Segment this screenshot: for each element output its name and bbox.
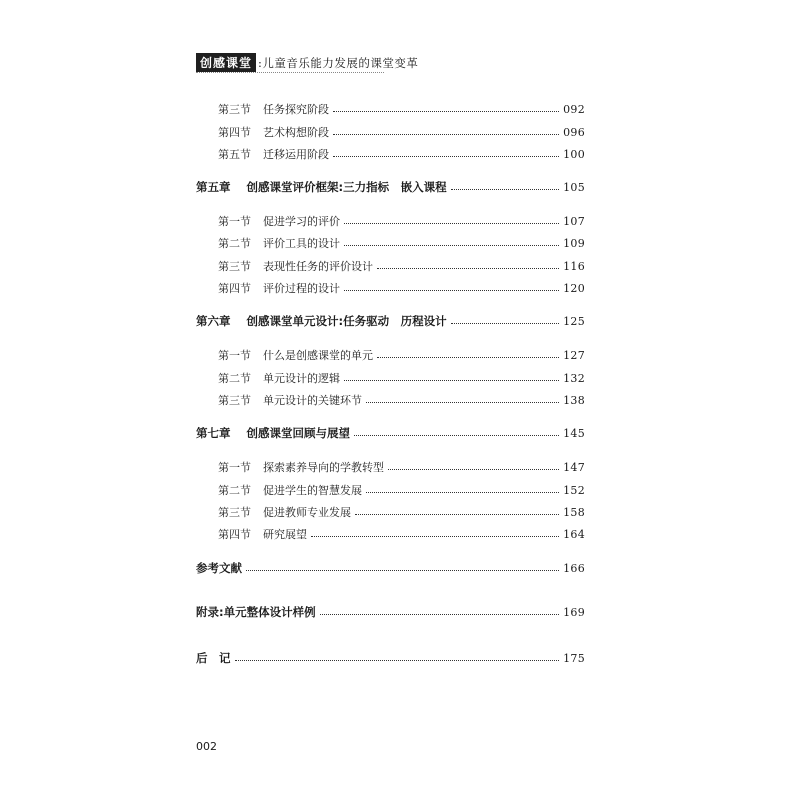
toc-chapter[interactable] bbox=[196, 179, 585, 195]
chapter-number: 第七章 bbox=[196, 426, 231, 440]
entry-number: 第三节 bbox=[218, 394, 251, 407]
entry-page: 107 bbox=[563, 215, 585, 228]
entry-page: 147 bbox=[563, 461, 585, 474]
toc-chapter[interactable] bbox=[196, 650, 585, 666]
toc-chapter[interactable] bbox=[196, 313, 585, 329]
dot-leader bbox=[366, 492, 559, 493]
entry-number: 第三节 bbox=[218, 103, 251, 116]
toc-entry[interactable] bbox=[218, 370, 585, 386]
toc-entry[interactable] bbox=[218, 459, 585, 475]
entry-title: 促进教师专业发展 bbox=[263, 506, 351, 519]
book-subtitle: :儿童音乐能力发展的课堂变革 bbox=[258, 55, 419, 70]
dot-leader bbox=[311, 536, 559, 537]
dot-leader bbox=[451, 323, 559, 324]
toc-chapter[interactable] bbox=[196, 560, 585, 576]
entry-page: 152 bbox=[563, 484, 585, 497]
chapter-page: 105 bbox=[563, 181, 585, 194]
dot-leader bbox=[344, 245, 559, 246]
dot-leader bbox=[235, 660, 560, 661]
dot-leader bbox=[344, 380, 559, 381]
entry-page: 127 bbox=[563, 349, 585, 362]
entry-number: 第一节 bbox=[218, 349, 251, 362]
toc-entry[interactable] bbox=[218, 482, 585, 498]
entry-title: 什么是创感课堂的单元 bbox=[263, 349, 373, 362]
page-number: 002 bbox=[196, 740, 217, 753]
entry-page: 132 bbox=[563, 372, 585, 385]
toc-entry[interactable] bbox=[218, 146, 585, 162]
entry-title: 表现性任务的评价设计 bbox=[263, 260, 373, 273]
entry-number: 第四节 bbox=[218, 282, 251, 295]
toc-entry[interactable] bbox=[218, 504, 585, 520]
entry-number: 第三节 bbox=[218, 506, 251, 519]
toc-entry[interactable] bbox=[218, 347, 585, 363]
toc-chapter[interactable] bbox=[196, 604, 585, 620]
toc-entry[interactable] bbox=[218, 213, 585, 229]
chapter-page: 175 bbox=[563, 652, 585, 665]
dot-leader bbox=[388, 469, 559, 470]
entry-number: 第三节 bbox=[218, 260, 251, 273]
toc-entry[interactable] bbox=[218, 101, 585, 117]
toc-entry[interactable] bbox=[218, 280, 585, 296]
entry-title: 研究展望 bbox=[263, 528, 307, 541]
dot-leader bbox=[333, 111, 559, 112]
entry-page: 100 bbox=[563, 148, 585, 161]
dot-leader bbox=[333, 156, 559, 157]
dot-leader bbox=[451, 189, 559, 190]
entry-number: 第二节 bbox=[218, 372, 251, 385]
entry-page: 092 bbox=[563, 103, 585, 116]
chapter-page: 169 bbox=[563, 606, 585, 619]
entry-title: 单元设计的关键环节 bbox=[263, 394, 362, 407]
entry-page: 116 bbox=[563, 260, 585, 273]
entry-number: 第二节 bbox=[218, 237, 251, 250]
toc-entry[interactable] bbox=[218, 124, 585, 140]
dot-leader bbox=[344, 223, 559, 224]
toc-entry[interactable] bbox=[218, 258, 585, 274]
entry-number: 第四节 bbox=[218, 126, 251, 139]
dot-leader bbox=[333, 134, 559, 135]
entry-title: 评价工具的设计 bbox=[263, 237, 340, 250]
toc-entry[interactable] bbox=[218, 526, 585, 542]
entry-number: 第二节 bbox=[218, 484, 251, 497]
entry-page: 120 bbox=[563, 282, 585, 295]
dot-leader bbox=[366, 402, 559, 403]
chapter-title: 参考文献 bbox=[196, 561, 242, 575]
entry-page: 138 bbox=[563, 394, 585, 407]
chapter-number: 第六章 bbox=[196, 314, 231, 328]
entry-title: 任务探究阶段 bbox=[263, 103, 329, 116]
chapter-title: 创感课堂回顾与展望 bbox=[246, 426, 350, 440]
entry-title: 促进学习的评价 bbox=[263, 215, 340, 228]
entry-number: 第四节 bbox=[218, 528, 251, 541]
toc-entry[interactable] bbox=[218, 392, 585, 408]
toc-entry[interactable] bbox=[218, 235, 585, 251]
entry-page: 109 bbox=[563, 237, 585, 250]
chapter-title: 创感课堂单元设计:任务驱动 历程设计 bbox=[246, 314, 447, 328]
entry-number: 第一节 bbox=[218, 461, 251, 474]
dot-leader bbox=[355, 514, 559, 515]
chapter-page: 145 bbox=[563, 427, 585, 440]
entry-title: 迁移运用阶段 bbox=[263, 148, 329, 161]
dot-leader bbox=[377, 268, 559, 269]
entry-number: 第五节 bbox=[218, 148, 251, 161]
entry-number: 第一节 bbox=[218, 215, 251, 228]
chapter-number: 第五章 bbox=[196, 180, 231, 194]
dot-leader bbox=[377, 357, 559, 358]
toc-chapter[interactable] bbox=[196, 425, 585, 441]
chapter-page: 166 bbox=[563, 562, 585, 575]
entry-title: 艺术构想阶段 bbox=[263, 126, 329, 139]
chapter-title: 创感课堂评价框架:三力指标 嵌入课程 bbox=[246, 180, 447, 194]
entry-page: 158 bbox=[563, 506, 585, 519]
entry-title: 探索素养导向的学教转型 bbox=[263, 461, 384, 474]
book-brand: 创感课堂 bbox=[196, 53, 256, 72]
dot-leader bbox=[246, 570, 559, 571]
entry-page: 096 bbox=[563, 126, 585, 139]
entry-title: 单元设计的逻辑 bbox=[263, 372, 340, 385]
entry-title: 促进学生的智慧发展 bbox=[263, 484, 362, 497]
dot-leader bbox=[344, 290, 559, 291]
entry-title: 评价过程的设计 bbox=[263, 282, 340, 295]
entry-page: 164 bbox=[563, 528, 585, 541]
chapter-title: 附录:单元整体设计样例 bbox=[196, 605, 316, 619]
dot-leader bbox=[320, 614, 559, 615]
dot-leader bbox=[354, 435, 559, 436]
chapter-page: 125 bbox=[563, 315, 585, 328]
chapter-title: 后 记 bbox=[196, 651, 231, 665]
